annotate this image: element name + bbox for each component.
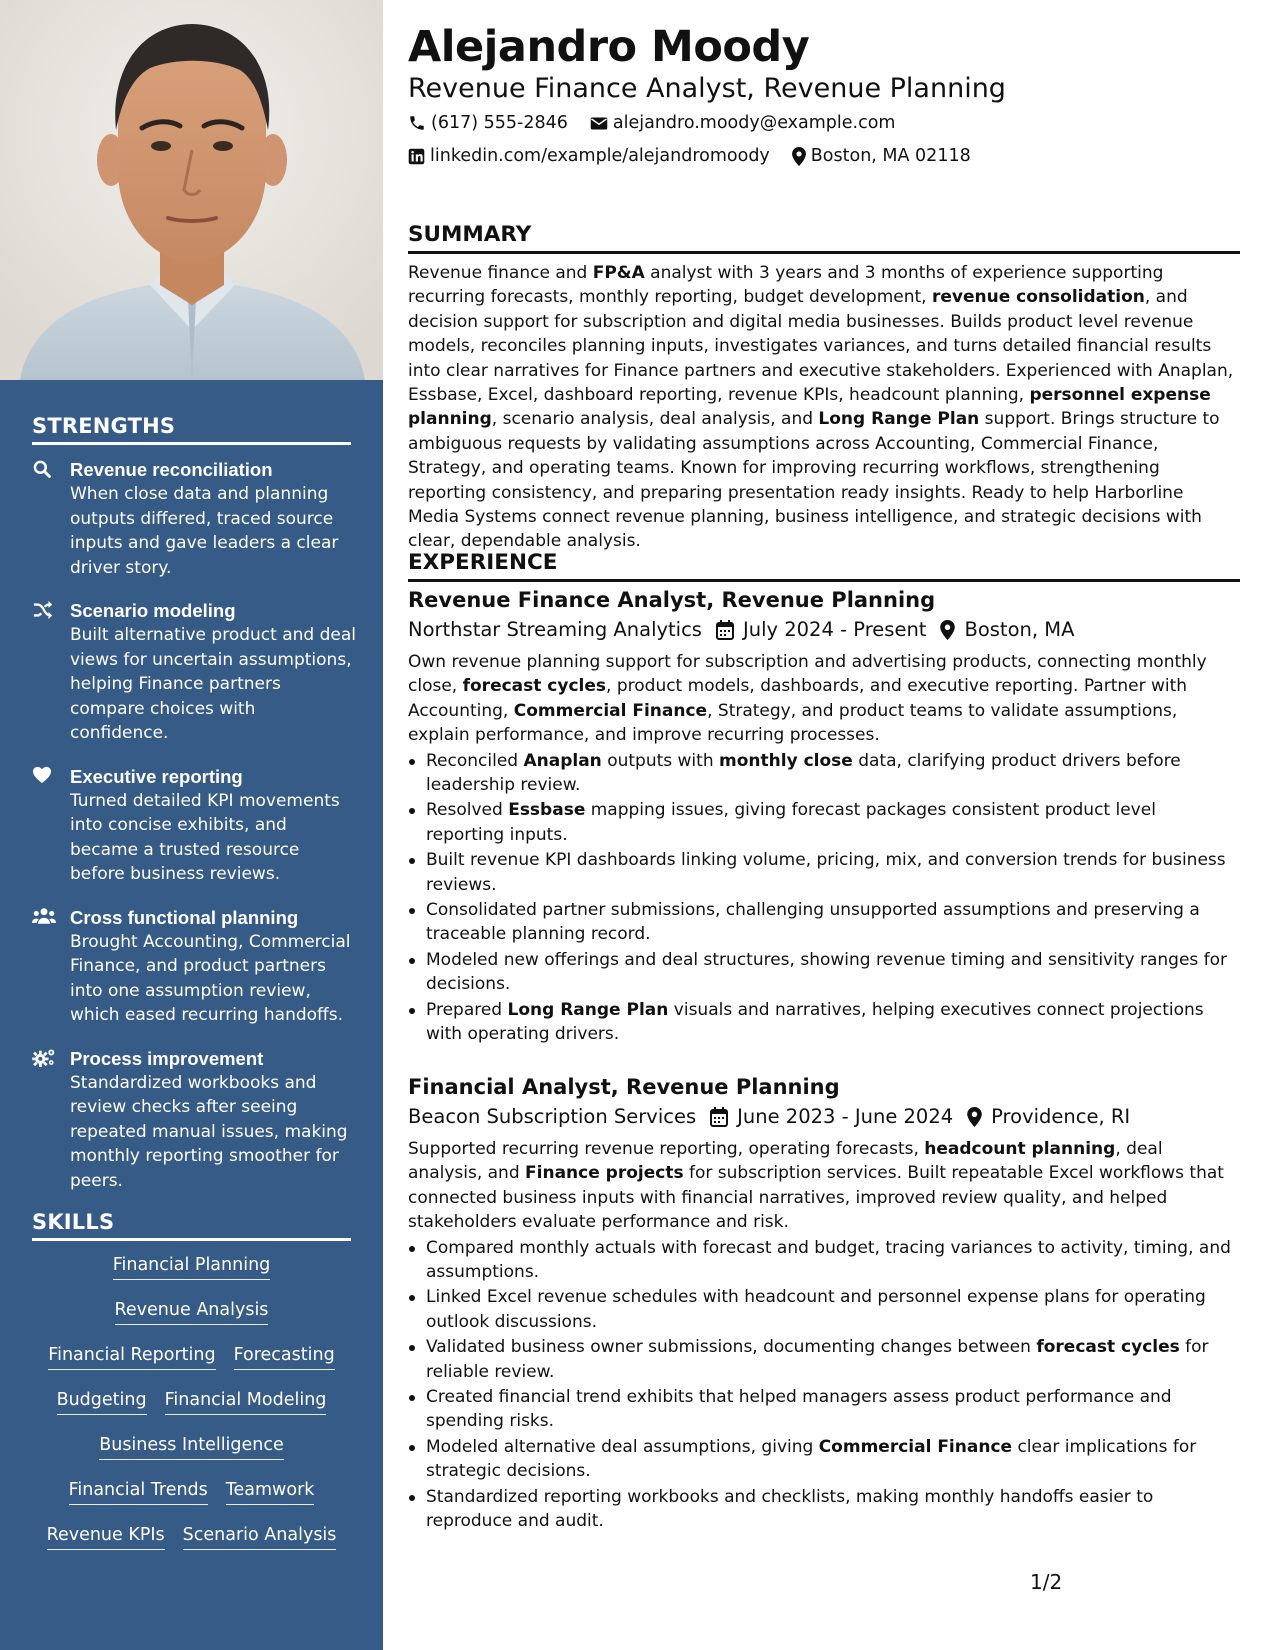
- job-bullet: Compared monthly actuals with forecast and budget, tracing variances to activity, timing, and assumptions.: [426, 1236, 1238, 1285]
- candidate-title: Revenue Finance Analyst, Revenue Planning: [408, 73, 1006, 104]
- job-bullet: Resolved Essbase mapping issues, giving forecast packages consistent product level reporting inputs.: [426, 798, 1238, 847]
- search-icon: [32, 459, 54, 479]
- bold-keyword: Finance projects: [525, 1163, 684, 1184]
- strength-description: Turned detailed KPI movements into concise exhibits, and became a trusted resource before business reviews.: [70, 790, 340, 884]
- strength-item: [32, 765, 357, 887]
- job-location: [940, 616, 1074, 644]
- job-bullets: [408, 749, 1238, 1047]
- portrait-illustration: [0, 0, 383, 380]
- strength-title: Process improvement: [70, 1047, 264, 1069]
- job-bullet: Created financial trend exhibits that helped managers assess product performance and spending risks.: [426, 1385, 1238, 1434]
- skills-row: [32, 1477, 351, 1522]
- strength-description: Standardized workbooks and review checks after seeing repeated manual issues, making monthly reporting smoother for peers.: [70, 1072, 348, 1191]
- map-pin-icon: [792, 147, 806, 166]
- location-text: Boston, MA 02118: [810, 146, 971, 166]
- bold-keyword: Commercial Finance: [513, 700, 708, 721]
- map-pin-icon: [967, 1107, 982, 1127]
- skill-tag: Financial Modeling: [165, 1387, 327, 1415]
- job-description: Own revenue planning support for subscription and advertising products, connecting monthly close, forecast cycles, product models, dashboards, and executive reporting. Partner with Accounting, Commercial Finance, Strategy, and product teams to validate assumptions, explain performance, and improve recurring processes.: [408, 652, 1207, 746]
- job-bullet: Modeled new offerings and deal structures, showing revenue timing and sensitivity ranges for decisions.: [426, 948, 1238, 997]
- strength-title: Revenue reconciliation: [70, 459, 273, 480]
- skill-tag: Scenario Analysis: [183, 1522, 337, 1550]
- linkedin-text: linkedin.com/example/alejandromoody: [430, 146, 770, 166]
- bold-keyword: headcount planning: [924, 1139, 1116, 1159]
- summary-heading: SUMMARY: [408, 222, 1240, 254]
- job-entry: [408, 586, 1238, 1047]
- job-dates: [710, 1103, 953, 1131]
- shuffle-icon: [32, 600, 54, 620]
- job-bullet: Reconciled Anaplan outputs with monthly close data, clarifying product drivers before leadership review.: [426, 749, 1238, 798]
- calendar-icon: [710, 1107, 728, 1127]
- job-bullet: Linked Excel revenue schedules with headcount and personnel expense plans for operating outlook discussions.: [426, 1285, 1238, 1334]
- page-number: 1/2: [1030, 1570, 1063, 1594]
- strength-item: [32, 1047, 357, 1194]
- job-bullet: Prepared Long Range Plan visuals and narratives, helping executives connect projections with operating drivers.: [426, 998, 1238, 1047]
- job-bullet: Consolidated partner submissions, challenging unsupported assumptions and preserving a traceable planning record.: [426, 898, 1238, 947]
- bold-keyword: FP&A: [592, 263, 645, 283]
- job-bullet: Validated business owner submissions, documenting changes between forecast cycles for reliable review.: [426, 1335, 1238, 1384]
- skill-tag: Forecasting: [234, 1342, 335, 1370]
- skill-tag: Business Intelligence: [99, 1432, 284, 1460]
- strength-title: Scenario modeling: [70, 600, 236, 621]
- experience-heading: EXPERIENCE: [408, 550, 1240, 582]
- job-bullets: [408, 1236, 1238, 1534]
- company-name: Northstar Streaming Analytics: [408, 618, 702, 641]
- skill-tag: Financial Trends: [69, 1477, 208, 1505]
- skill-tag: Budgeting: [57, 1387, 147, 1415]
- skills-row: [32, 1387, 351, 1432]
- email-text: alejandro.moody@example.com: [612, 113, 896, 133]
- job-meta: [408, 1103, 1238, 1131]
- contact-location: [792, 146, 971, 166]
- map-pin-icon: [940, 620, 955, 640]
- bold-keyword: Long Range Plan: [818, 409, 980, 430]
- contact-phone[interactable]: [408, 113, 568, 133]
- bold-keyword: Long Range Plan: [507, 999, 669, 1020]
- gears-icon: [32, 1048, 54, 1068]
- skill-tag: Revenue Analysis: [115, 1297, 269, 1325]
- job-description: Supported recurring revenue reporting, operating forecasts, headcount planning, deal analysis, and Finance projects for subscription services. Built repeatable Excel workflows that connected business inputs with financial narratives, improved review quality, and helped stakeholders evaluate performance and risk.: [408, 1139, 1224, 1233]
- bold-keyword: personnel expense planning: [408, 385, 1211, 430]
- strength-item: [32, 458, 357, 580]
- skills-row: [32, 1432, 351, 1477]
- candidate-name: Alejandro Moody: [408, 22, 810, 72]
- heart-icon: [32, 766, 54, 786]
- summary-text: Revenue finance and FP&A analyst with 3 years and 3 months of experience supporting recurring forecasts, monthly reporting, budget development, revenue consolidation, and decision support for subscription and digital media businesses. Builds product level revenue models, reconciles planning inputs, investigates variances, and turns detailed financial results into clear narratives for Finance partners and executive stakeholders. Experienced with Anaplan, Essbase, Excel, dashboard reporting, revenue KPIs, headcount planning, personnel expense planning, scenario analysis, deal analysis, and Long Range Plan support. Brings structure to ambiguous requests by validating assumptions across Accounting, Commercial Finance, Strategy, and operating teams. Known for improving recurring workflows, strengthening reporting consistency, and preparing presentation ready insights. Ready to help Harborline Media Systems connect revenue planning, business intelligence, and strategic decisions with clear, dependable analysis.: [408, 263, 1234, 552]
- job-location-text: Boston, MA: [964, 618, 1075, 641]
- skills-row: [32, 1297, 351, 1342]
- strengths-heading: STRENGTHS: [32, 414, 351, 445]
- contact-email[interactable]: [590, 113, 896, 133]
- job-title: Financial Analyst, Revenue Planning: [408, 1075, 840, 1099]
- strength-description: Built alternative product and deal views for uncertain assumptions, helping Finance partners compare choices with confidence.: [70, 625, 356, 743]
- phone-text: (617) 555-2846: [431, 113, 568, 133]
- strength-item: [32, 599, 357, 746]
- phone-icon: [408, 114, 426, 132]
- job-entry: [408, 1073, 1238, 1534]
- job-dates-text: June 2023 - June 2024: [737, 1105, 954, 1128]
- sidebar: [0, 0, 383, 1650]
- contact-linkedin[interactable]: [408, 146, 770, 166]
- skills-row: [32, 1252, 351, 1297]
- contact-line: [408, 113, 917, 133]
- skills-row: [32, 1342, 351, 1387]
- envelope-icon: [590, 116, 608, 131]
- linkedin-icon: [408, 148, 425, 165]
- contact-line: [408, 146, 993, 166]
- strength-item: [32, 906, 357, 1028]
- users-icon: [32, 907, 54, 927]
- job-dates-text: July 2024 - Present: [742, 618, 927, 641]
- bold-keyword: Essbase: [508, 800, 586, 821]
- skill-tag: Teamwork: [226, 1477, 315, 1505]
- bold-keyword: forecast cycles: [1036, 1337, 1180, 1358]
- strengths-list: [32, 458, 357, 1212]
- bold-keyword: Anaplan: [523, 750, 602, 771]
- strength-description: Brought Accounting, Commercial Finance, and product partners into one assumption review, which eased recurring handoffs.: [70, 931, 351, 1025]
- job-location: [967, 1103, 1130, 1131]
- company-name: Beacon Subscription Services: [408, 1105, 697, 1128]
- skills-row: [32, 1522, 351, 1567]
- profile-photo: [0, 0, 383, 380]
- strength-title: Executive reporting: [70, 765, 243, 787]
- job-location-text: Providence, RI: [991, 1105, 1131, 1128]
- skill-tag: Financial Reporting: [48, 1342, 215, 1370]
- job-dates: [716, 616, 927, 644]
- job-meta: [408, 616, 1238, 644]
- bold-keyword: revenue consolidation: [932, 287, 1145, 308]
- bold-keyword: Commercial Finance: [818, 1436, 1013, 1457]
- bold-keyword: monthly close: [719, 750, 853, 771]
- job-bullet: Standardized reporting workbooks and checklists, making monthly handoffs easier to reproduce and audit.: [426, 1485, 1238, 1534]
- job-title: Revenue Finance Analyst, Revenue Planning: [408, 588, 936, 612]
- calendar-icon: [716, 620, 734, 640]
- skills-heading: SKILLS: [32, 1210, 351, 1241]
- job-bullet: Modeled alternative deal assumptions, giving Commercial Finance clear implications for strategic decisions.: [426, 1435, 1238, 1484]
- bold-keyword: forecast cycles: [462, 676, 607, 697]
- job-bullet: Built revenue KPI dashboards linking volume, pricing, mix, and conversion trends for business reviews.: [426, 848, 1238, 897]
- skill-tag: Revenue KPIs: [47, 1522, 165, 1550]
- strength-title: Cross functional planning: [70, 906, 299, 928]
- skill-tag: Financial Planning: [113, 1252, 271, 1280]
- strength-description: When close data and planning outputs differed, traced source inputs and gave leaders a clear driver story.: [70, 484, 339, 578]
- skills-list: [32, 1252, 351, 1567]
